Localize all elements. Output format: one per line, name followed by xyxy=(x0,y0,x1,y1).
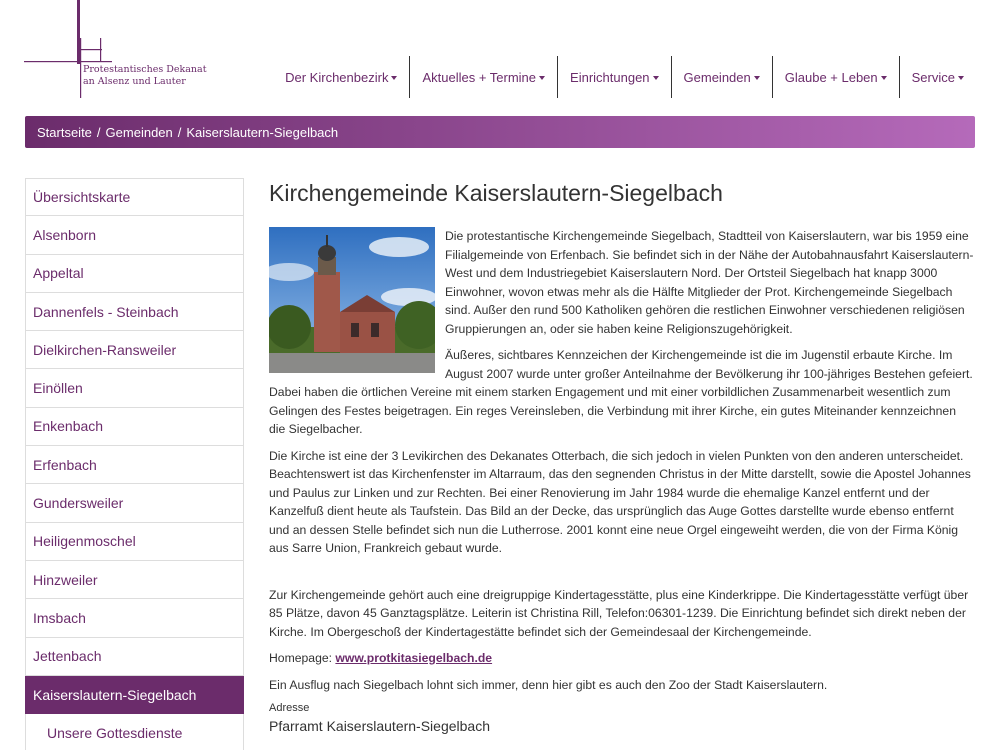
paragraph-zoo: Ein Ausflug nach Siegelbach lohnt sich immer, denn hier gibt es auch den Zoo der Stadt Kaiserslautern. xyxy=(269,677,828,692)
paragraph-kindergarten: Zur Kirchengemeinde gehört auch eine dreigruppige Kindertagesstätte, plus eine Kinderkrippe. Die Kindertagesstätte verfügt über 85 Plätze, davon 45 Ganztagsplätze. Leiterin ist Christina Rill, Telefon:06301-1239. Die Einrichtung befindet sich direkt neben der Kirche. Im Obergeschoß der Kindertagestätte befindet sich der Gemeindesaal der Kirchengemeinde. xyxy=(269,587,969,639)
sidebar-item-jettenbach[interactable]: Jettenbach xyxy=(25,638,244,676)
breadcrumb-separator: / xyxy=(96,124,101,140)
page-title: Kirchengemeinde Kaiserslautern-Siegelbach xyxy=(269,180,723,206)
sidebar-item-heiligenmoschel[interactable]: Heiligenmoschel xyxy=(25,523,244,561)
nav-einrichtungen[interactable] xyxy=(557,56,671,98)
logo-text xyxy=(83,64,233,88)
nav-glaube-leben[interactable] xyxy=(772,56,899,98)
paragraph-church-exterior: Äußeres, sichtbares Kennzeichen der Kirchengemeinde ist die im Jugenstil erbaute Kirche. Im August 2007 wurde unter großer Anteilnahme der Bevölkerung ihr 100-jähriges Bestehen gefeiert. Dabei haben die örtlichen Vereine mit einem starken Engagement und mit einer vorbildlichen Zusammenarbeit wesentlich zum Gelingen des Festes beigetragen. Ein reges Vereinsleben, die Verbindung mit ihrer Kirche, ein gutes Miteinander kennzeichnen die Siegelbacher. xyxy=(269,348,973,436)
logo-line-2: an Alsenz und Lauter xyxy=(83,76,186,87)
nav-gemeinden[interactable] xyxy=(671,56,772,98)
logo-line-1: Protestantisches Dekanat xyxy=(83,64,207,75)
sidebar-item-dannenfels-steinbach[interactable]: Dannenfels - Steinbach xyxy=(25,293,244,331)
homepage-link[interactable]: www.protkitasiegelbach.de xyxy=(335,651,493,665)
caret-down-icon xyxy=(958,76,964,80)
church-image-icon xyxy=(269,227,435,373)
breadcrumb-startseite[interactable]: Startseite xyxy=(37,124,92,140)
nav-label: Service xyxy=(911,69,955,85)
caret-down-icon xyxy=(754,76,760,80)
main-navigation xyxy=(273,56,976,98)
nav-aktuelles-termine[interactable] xyxy=(409,56,557,98)
nav-label: Aktuelles + Termine xyxy=(422,69,537,85)
nav-label: Glaube + Leben xyxy=(784,69,878,85)
nav-label: Einrichtungen xyxy=(570,69,650,85)
spacer xyxy=(269,566,975,586)
sidebar-item-einoellen[interactable]: Einöllen xyxy=(25,369,244,407)
sidebar-item-imsbach[interactable]: Imsbach xyxy=(25,599,244,637)
sidebar-item-appeltal[interactable]: Appeltal xyxy=(25,255,244,293)
paragraph-church-interior: Die Kirche ist eine der 3 Levikirchen des Dekanates Otterbach, die sich jedoch in vielen Punkten von den anderen unterscheidet. Beachtenswert ist das Kirchenfenster im Altarraum, das den segnenden Christus in der Mitte darstellt, sowie die Apostel Johannes und Paulus zur Linken und zur Rechten. Bei einer Renovierung im Jahr 1984 wurde die ehemalige Kanzel entfernt und der Kanzelfuß dient heute als Taufstein. Das Bild an der Decke, das ursprünglich das Auge Gottes darstellte wurde ebenso entfernt und an dessen Stelle befindet sich nun die Lutherrose. 2001 konnt eine neue Orgel eingeweiht werden, die von der Firma König aus Sarre Union, Frankreich gebaut wurde. xyxy=(269,448,971,555)
address-name: Pfarramt Kaiserslautern-Siegelbach xyxy=(269,718,490,734)
nav-kirchenbezirk[interactable] xyxy=(273,56,409,98)
sidebar-item-erfenbach[interactable]: Erfenbach xyxy=(25,446,244,484)
paragraph-intro: Die protestantische Kirchengemeinde Siegelbach, Stadtteil von Kaiserslautern, war bis 1959 eine Filialgemeinde von Erfenbach. Sie befindet sich in der Nähe der Autobahnausfahrt Kaiserslautern-West und dem Industriegebiet Kaiserslautern Nord. Der Ortsteil Siegelbach hat knapp 3000 Einwohner, wovon etwas mehr als die Hälfte Mitglieder der Prot. Kirchengemeinde Siegelbach sind. Außer den rund 500 Katholiken gehören die restlichen Einwohner verschiedenen religiösen Gruppierungen an, oder sie haben keine Religionszugehörigkeit. xyxy=(445,229,974,336)
caret-down-icon xyxy=(653,76,659,80)
sidebar-item-gundersweiler[interactable]: Gundersweiler xyxy=(25,484,244,522)
breadcrumb-current[interactable]: Kaiserslautern-Siegelbach xyxy=(186,124,339,140)
sidebar-item-alsenborn[interactable]: Alsenborn xyxy=(25,216,244,254)
sidebar-menu xyxy=(25,178,244,750)
site-logo[interactable] xyxy=(24,0,224,100)
homepage-line xyxy=(269,649,975,668)
church-photo xyxy=(269,227,435,373)
caret-down-icon xyxy=(391,76,397,80)
caret-down-icon xyxy=(881,76,887,80)
sidebar-item-enkenbach[interactable]: Enkenbach xyxy=(25,408,244,446)
breadcrumb-separator: / xyxy=(177,124,182,140)
nav-service[interactable] xyxy=(899,56,976,98)
address-label: Adresse xyxy=(269,702,310,714)
sidebar-item-kaiserslautern-siegelbach[interactable]: Kaiserslautern-Siegelbach xyxy=(25,676,244,714)
breadcrumb-gemeinden[interactable]: Gemeinden xyxy=(105,124,173,140)
breadcrumb xyxy=(25,116,975,148)
nav-label: Der Kirchenbezirk xyxy=(285,69,389,85)
sidebar-item-hinzweiler[interactable]: Hinzweiler xyxy=(25,561,244,599)
homepage-label: Homepage: xyxy=(269,651,336,665)
sidebar-item-dielkirchen-ransweiler[interactable]: Dielkirchen-Ransweiler xyxy=(25,331,244,369)
sidebar-item-uebersichtskarte[interactable]: Übersichtskarte xyxy=(25,178,244,216)
nav-label: Gemeinden xyxy=(683,69,751,85)
sidebar-subitem-gottesdienste[interactable]: Unsere Gottesdienste xyxy=(25,714,244,750)
caret-down-icon xyxy=(539,76,545,80)
main-content xyxy=(269,180,975,734)
